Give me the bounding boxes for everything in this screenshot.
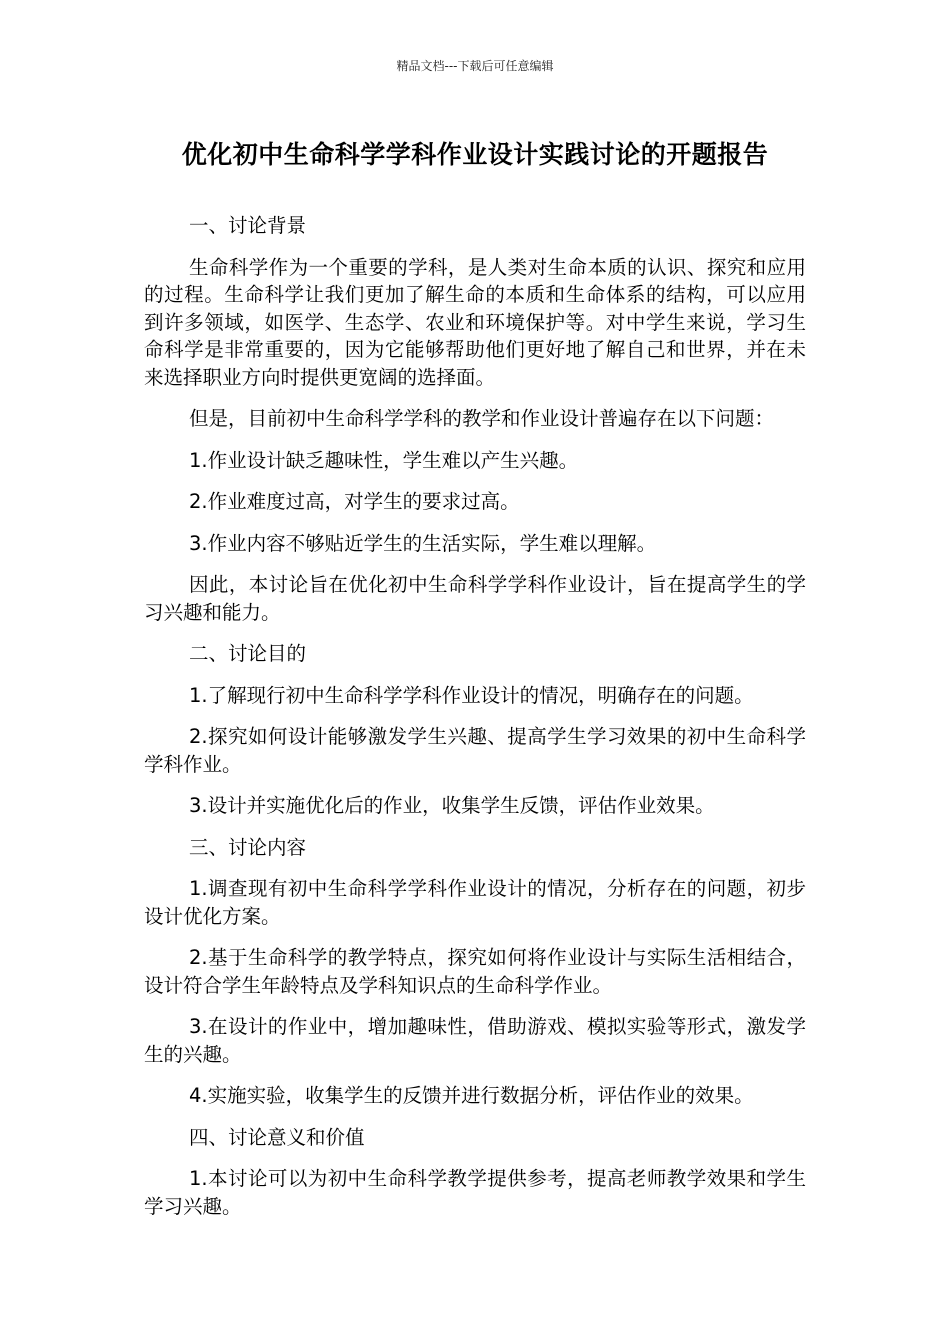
section-heading-purpose: 二、讨论目的 [189, 642, 307, 665]
document-title: 优化初中生命科学学科作业设计实践讨论的开题报告 [181, 140, 769, 169]
paragraph: 生命科学作为一个重要的学科，是人类对生命本质的认识、探究和应用的过程。生命科学让我们更加了解生命的本质和生命体系的结构，可以应用到许多领域，如医学、生态学、农业和环境保护等。对中学生来说，学习生命科学是非常重要的，因为它能够帮助他们更好地了解自己和世界，并在未来选择职业方向时提供更宽阔的选择面。 [144, 255, 806, 389]
list-item: 3.在设计的作业中，增加趣味性，借助游戏、模拟实验等形式，激发学生的兴趣。 [144, 1015, 806, 1066]
list-item: 2.基于生命科学的教学特点，探究如何将作业设计与实际生活相结合，设计符合学生年龄特点及学科知识点的生命科学作业。 [144, 946, 806, 997]
list-item: 4.实施实验，收集学生的反馈并进行数据分析，评估作业的效果。 [189, 1084, 754, 1107]
paragraph: 但是，目前初中生命科学学科的教学和作业设计普遍存在以下问题： [189, 407, 775, 430]
list-item: 2.探究如何设计能够激发学生兴趣、提高学生学习效果的初中生命科学学科作业。 [144, 725, 806, 776]
list-item: 1.作业设计缺乏趣味性，学生难以产生兴趣。 [189, 448, 579, 472]
paragraph: 因此，本讨论旨在优化初中生命科学学科作业设计，旨在提高学生的学习兴趣和能力。 [144, 573, 806, 624]
document-body [144, 212, 806, 1234]
list-item: 2.作业难度过高，对学生的要求过高。 [189, 490, 520, 513]
section-heading-significance: 四、讨论意义和价值 [189, 1125, 365, 1149]
list-item: 1.本讨论可以为初中生命科学教学提供参考，提高老师教学效果和学生学习兴趣。 [144, 1167, 806, 1218]
header-note: 精品文档---下载后可任意编辑 [396, 59, 554, 73]
list-item: 3.设计并实施优化后的作业，收集学生反馈，评估作业效果。 [189, 794, 715, 817]
section-heading-content: 三、讨论内容 [189, 835, 307, 859]
list-item: 1.了解现行初中生命科学学科作业设计的情况，明确存在的问题。 [189, 683, 754, 707]
list-item: 3.作业内容不够贴近学生的生活实际，学生难以理解。 [189, 531, 657, 555]
list-item: 1.调查现有初中生命科学学科作业设计的情况，分析存在的问题，初步设计优化方案。 [144, 877, 806, 928]
section-heading-background: 一、讨论背景 [189, 214, 307, 237]
